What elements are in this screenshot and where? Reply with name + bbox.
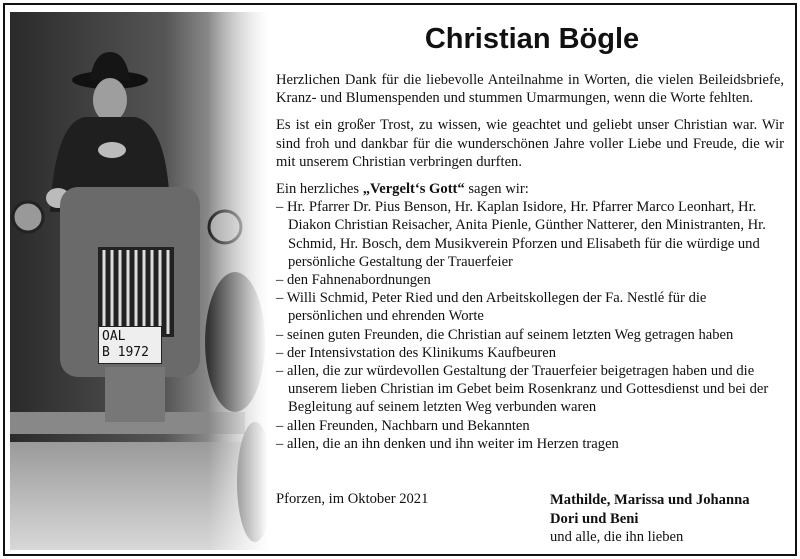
photo-fade-edge — [208, 12, 268, 550]
thanks-intro-before: Ein herzliches — [276, 181, 363, 198]
paragraph-consolation: Es ist ein großer Trost, zu wissen, wie geachtet und geliebt unser Christian war. Wir sind froh und dankbar für die wunderschönen Jahre voller Liebe und Freude, die wir mit unserem Christian verbringen durften. — [276, 117, 784, 170]
vergelts-gott: „Vergelt‘s Gott“ — [362, 181, 465, 198]
list-item: – allen, die an ihn denken und ihn weiter im Herzen tragen — [276, 435, 784, 453]
list-item: – allen, die zur würdevollen Gestaltung der Trauerfeier beigetragen haben und die unserem lieben Christian im Gebet beim Rosenkranz und Gottesdienst und bei der Begleitung auf seinem letzten Weg verbunden waren — [276, 362, 784, 417]
list-item: – der Intensivstation des Klinikums Kaufbeuren — [276, 344, 784, 362]
license-plate-line-2: B 1972 — [102, 345, 149, 360]
list-item: – den Fahnenabordnungen — [276, 271, 784, 289]
thanks-intro — [276, 180, 784, 198]
license-plate — [98, 326, 162, 364]
signatures — [550, 491, 750, 547]
signature-line: Dori und Beni — [550, 510, 639, 527]
paragraph-thanks: Herzlichen Dank für die liebevolle Anteilnahme in Worten, die vielen Beileidsbriefe, Kranz- und Blumenspenden und stummen Umarmungen, wenn die Worte fehlten. — [276, 72, 784, 107]
list-item: – seinen guten Freunden, die Christian auf seinem letzten Weg getragen haben — [276, 326, 784, 344]
list-item: – Willi Schmid, Peter Ried und den Arbeitskollegen der Fa. Nestlé für die persönlichen und ehrenden Worte — [276, 289, 784, 325]
obituary-card — [3, 3, 797, 556]
list-item: – Hr. Pfarrer Dr. Pius Benson, Hr. Kaplan Isidore, Hr. Pfarrer Marco Leonhart, Hr. Diakon Christian Reisacher, Anita Pienle, Günther Natterer, den Ministranten, Hr. Schmid, Hr. Bosch, dem Musikverein Pforzen und Elisabeth für die würdige und persönliche Gestaltung der Trauerfeier — [276, 198, 784, 271]
thanks-intro-after: sagen wir: — [464, 181, 529, 198]
memorial-photo — [10, 12, 268, 550]
place-date: Pforzen, im Oktober 2021 — [276, 491, 429, 507]
thanks-list — [276, 198, 784, 453]
signature-line: Mathilde, Marissa und Johanna — [550, 492, 750, 508]
license-plate-line-1: OAL — [102, 329, 126, 344]
thanks-text — [276, 71, 784, 453]
deceased-name: Christian Bögle — [424, 23, 640, 55]
signature-line: und alle, die ihn lieben — [550, 529, 684, 545]
list-item: – allen Freunden, Nachbarn und Bekannten — [276, 417, 784, 435]
